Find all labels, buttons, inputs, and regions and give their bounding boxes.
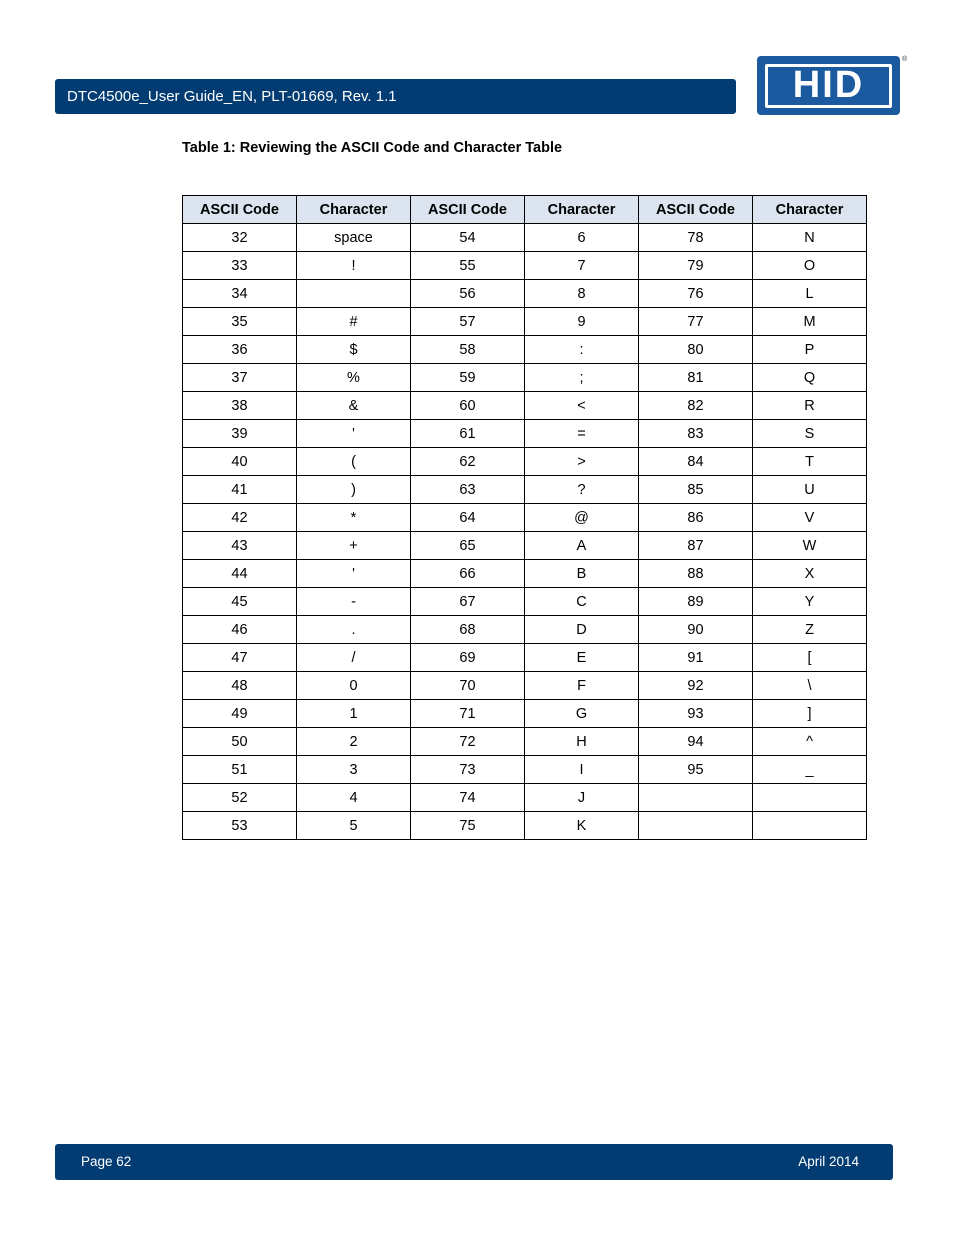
document-header-bar: [55, 79, 736, 114]
ascii-code-cell: 59: [411, 364, 525, 392]
ascii-code-cell: 35: [183, 308, 297, 336]
ascii-code-cell: 54: [411, 224, 525, 252]
ascii-code-cell: 57: [411, 308, 525, 336]
character-cell: W: [753, 532, 867, 560]
table-row: [183, 784, 867, 812]
character-cell: N: [753, 224, 867, 252]
table-header-cell: ASCII Code: [183, 196, 297, 224]
character-cell: B: [525, 560, 639, 588]
table-row: [183, 224, 867, 252]
table-row: [183, 392, 867, 420]
character-cell: /: [297, 644, 411, 672]
character-cell: @: [525, 504, 639, 532]
table-header-row: [183, 196, 867, 224]
ascii-code-cell: 74: [411, 784, 525, 812]
ascii-code-cell: 81: [639, 364, 753, 392]
document-title: DTC4500e_User Guide_EN, PLT-01669, Rev. 1.1: [67, 88, 397, 105]
ascii-code-cell: 32: [183, 224, 297, 252]
character-cell: 2: [297, 728, 411, 756]
ascii-code-cell: 64: [411, 504, 525, 532]
ascii-code-cell: 90: [639, 616, 753, 644]
ascii-code-cell: 85: [639, 476, 753, 504]
ascii-code-cell: 73: [411, 756, 525, 784]
character-cell: ^: [753, 728, 867, 756]
ascii-code-cell: 42: [183, 504, 297, 532]
character-cell: \: [753, 672, 867, 700]
ascii-code-cell: 53: [183, 812, 297, 840]
ascii-code-cell: 84: [639, 448, 753, 476]
ascii-code-cell: 60: [411, 392, 525, 420]
ascii-code-cell: 43: [183, 532, 297, 560]
ascii-code-cell: 78: [639, 224, 753, 252]
character-cell: 6: [525, 224, 639, 252]
ascii-code-cell: 65: [411, 532, 525, 560]
ascii-code-cell: 52: [183, 784, 297, 812]
character-cell: .: [297, 616, 411, 644]
character-cell: S: [753, 420, 867, 448]
character-cell: J: [525, 784, 639, 812]
ascii-code-cell: 47: [183, 644, 297, 672]
character-cell: ): [297, 476, 411, 504]
ascii-code-cell: 70: [411, 672, 525, 700]
ascii-code-cell: 50: [183, 728, 297, 756]
table-row: [183, 504, 867, 532]
table-row: [183, 336, 867, 364]
character-cell: +: [297, 532, 411, 560]
character-cell: $: [297, 336, 411, 364]
ascii-code-cell: 83: [639, 420, 753, 448]
ascii-code-cell: 89: [639, 588, 753, 616]
table-row: [183, 672, 867, 700]
character-cell: [753, 784, 867, 812]
character-cell: I: [525, 756, 639, 784]
ascii-code-cell: 94: [639, 728, 753, 756]
ascii-code-cell: 82: [639, 392, 753, 420]
character-cell: #: [297, 308, 411, 336]
table-header-cell: ASCII Code: [411, 196, 525, 224]
character-cell: -: [297, 588, 411, 616]
character-cell: Q: [753, 364, 867, 392]
ascii-code-cell: 86: [639, 504, 753, 532]
ascii-code-cell: 95: [639, 756, 753, 784]
character-cell: D: [525, 616, 639, 644]
character-cell: A: [525, 532, 639, 560]
ascii-code-cell: 63: [411, 476, 525, 504]
table-row: [183, 448, 867, 476]
character-cell: 9: [525, 308, 639, 336]
table-header-cell: Character: [525, 196, 639, 224]
character-cell: U: [753, 476, 867, 504]
table-row: [183, 700, 867, 728]
character-cell: (: [297, 448, 411, 476]
ascii-code-cell: 71: [411, 700, 525, 728]
character-cell: 7: [525, 252, 639, 280]
character-cell: :: [525, 336, 639, 364]
character-cell: F: [525, 672, 639, 700]
character-cell: 5: [297, 812, 411, 840]
character-cell: 1: [297, 700, 411, 728]
ascii-code-cell: 88: [639, 560, 753, 588]
character-cell: K: [525, 812, 639, 840]
character-cell: G: [525, 700, 639, 728]
table-row: [183, 616, 867, 644]
character-cell: Y: [753, 588, 867, 616]
character-cell: T: [753, 448, 867, 476]
ascii-table: [182, 195, 867, 840]
ascii-code-cell: 93: [639, 700, 753, 728]
table-row: [183, 588, 867, 616]
ascii-code-cell: 67: [411, 588, 525, 616]
table-row: [183, 560, 867, 588]
page-number: Page 62: [81, 1154, 132, 1169]
table-row: [183, 812, 867, 840]
character-cell: E: [525, 644, 639, 672]
ascii-code-cell: 38: [183, 392, 297, 420]
character-cell: P: [753, 336, 867, 364]
character-cell: space: [297, 224, 411, 252]
ascii-code-cell: 68: [411, 616, 525, 644]
table-row: [183, 308, 867, 336]
ascii-code-cell: 72: [411, 728, 525, 756]
table-header-cell: Character: [297, 196, 411, 224]
character-cell: ': [297, 420, 411, 448]
ascii-code-cell: [639, 812, 753, 840]
character-cell: R: [753, 392, 867, 420]
ascii-code-cell: 80: [639, 336, 753, 364]
character-cell: *: [297, 504, 411, 532]
ascii-code-cell: [639, 784, 753, 812]
hid-logo: [757, 56, 900, 115]
table-caption: Table 1: Reviewing the ASCII Code and Character Table: [182, 140, 563, 156]
ascii-code-cell: 44: [183, 560, 297, 588]
ascii-code-cell: 75: [411, 812, 525, 840]
ascii-code-cell: 87: [639, 532, 753, 560]
table-row: [183, 280, 867, 308]
character-cell: X: [753, 560, 867, 588]
character-cell: O: [753, 252, 867, 280]
ascii-code-cell: 79: [639, 252, 753, 280]
character-cell: <: [525, 392, 639, 420]
table-row: [183, 644, 867, 672]
ascii-code-cell: 66: [411, 560, 525, 588]
character-cell: [753, 812, 867, 840]
character-cell: ;: [525, 364, 639, 392]
ascii-code-cell: 77: [639, 308, 753, 336]
character-cell: Z: [753, 616, 867, 644]
character-cell: [: [753, 644, 867, 672]
ascii-code-cell: 34: [183, 280, 297, 308]
ascii-code-cell: 61: [411, 420, 525, 448]
ascii-code-cell: 92: [639, 672, 753, 700]
character-cell: H: [525, 728, 639, 756]
character-cell: 3: [297, 756, 411, 784]
ascii-code-cell: 58: [411, 336, 525, 364]
character-cell: _: [753, 756, 867, 784]
character-cell: C: [525, 588, 639, 616]
ascii-code-cell: 37: [183, 364, 297, 392]
ascii-code-cell: 49: [183, 700, 297, 728]
character-cell: 0: [297, 672, 411, 700]
ascii-code-cell: 36: [183, 336, 297, 364]
ascii-code-cell: 48: [183, 672, 297, 700]
ascii-code-cell: 46: [183, 616, 297, 644]
character-cell: !: [297, 252, 411, 280]
table-header-cell: Character: [753, 196, 867, 224]
character-cell: [297, 280, 411, 308]
character-cell: V: [753, 504, 867, 532]
table-body: [183, 224, 867, 840]
table-row: [183, 728, 867, 756]
ascii-code-cell: 69: [411, 644, 525, 672]
table-row: [183, 476, 867, 504]
publication-date: April 2014: [798, 1154, 859, 1169]
table-row: [183, 420, 867, 448]
ascii-code-cell: 40: [183, 448, 297, 476]
ascii-code-cell: 41: [183, 476, 297, 504]
table-row: [183, 532, 867, 560]
table-header-cell: ASCII Code: [639, 196, 753, 224]
registered-mark-icon: ®: [902, 56, 908, 63]
table-row: [183, 756, 867, 784]
character-cell: ?: [525, 476, 639, 504]
table-row: [183, 252, 867, 280]
ascii-code-cell: 45: [183, 588, 297, 616]
ascii-code-cell: 76: [639, 280, 753, 308]
ascii-code-cell: 39: [183, 420, 297, 448]
table-row: [183, 364, 867, 392]
character-cell: L: [753, 280, 867, 308]
character-cell: 4: [297, 784, 411, 812]
ascii-code-cell: 51: [183, 756, 297, 784]
ascii-code-cell: 55: [411, 252, 525, 280]
ascii-code-cell: 33: [183, 252, 297, 280]
hid-logo-mark: HID: [765, 64, 892, 108]
ascii-code-cell: 62: [411, 448, 525, 476]
ascii-code-cell: 56: [411, 280, 525, 308]
character-cell: 8: [525, 280, 639, 308]
character-cell: M: [753, 308, 867, 336]
ascii-code-cell: 91: [639, 644, 753, 672]
document-footer-bar: [55, 1144, 893, 1180]
character-cell: ': [297, 560, 411, 588]
character-cell: >: [525, 448, 639, 476]
character-cell: =: [525, 420, 639, 448]
character-cell: ]: [753, 700, 867, 728]
character-cell: %: [297, 364, 411, 392]
character-cell: &: [297, 392, 411, 420]
